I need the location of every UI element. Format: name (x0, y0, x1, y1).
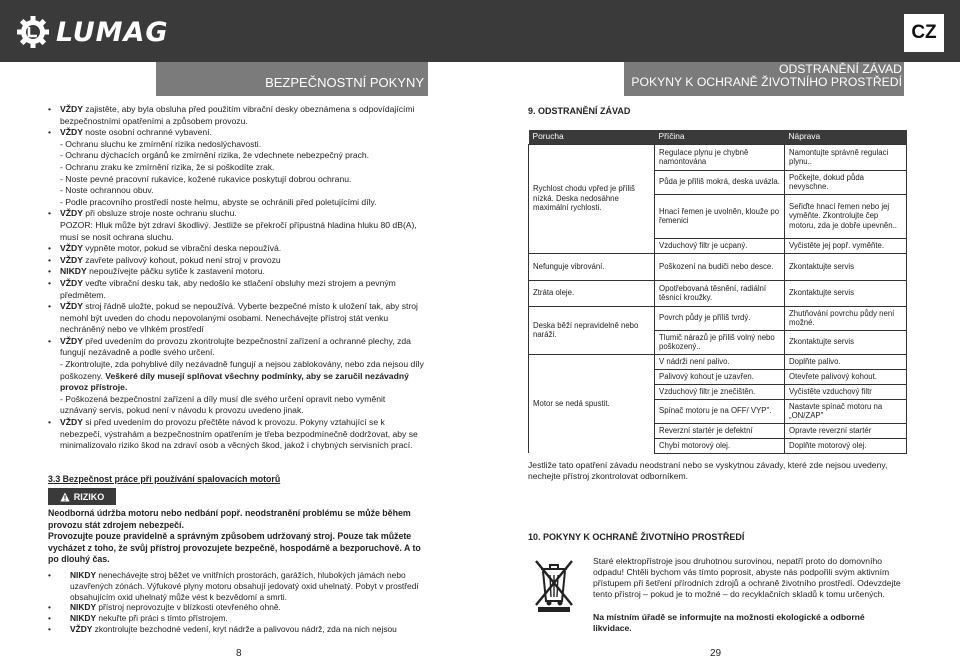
list-item: - Zkontrolujte, zda pohyblivé díly nezávadně fungují a nejsou zablokovány, nebo zda nejsou díly poškozeny. Veškeré díly musejí splňovat všechny podmínky, aby se zaručil nezávadný provoz přístroje. (60, 359, 424, 393)
environment-note: Na místním úřadě se informujte na možnosti ekologické a odborné likvidace. (593, 612, 865, 633)
cause-cell: Opotřebovaná těsnění, radiální těsnicí kroužky. (655, 280, 785, 306)
remedy-cell: Zkontaktujte servis (785, 280, 907, 306)
list-item: - Ochranu sluchu ke zmírnění rizika nedoslýchavosti. (60, 138, 262, 149)
risk-paragraph: Provozujte pouze pravidelně a správným způsobem udržovaný stroj. Pouze tak můžete vycházet z toho, že svůj přístroj provozujete bezpečně, hospodárně a bezporuchově. A to po dlouhý čas. (48, 531, 421, 564)
remedy-cell: Otevřete palivový kohout. (785, 369, 907, 384)
table-row (529, 280, 907, 306)
table-row (529, 306, 907, 330)
page-number-right: 29 (710, 648, 722, 658)
table-row (529, 144, 907, 170)
list-item: • NIKDY přístroj neprovozujte v blízkosti otevřeného ohně. (48, 602, 432, 613)
remedy-cell: Vyčistěte vzduchový filtr (785, 384, 907, 399)
cause-cell: Regulace plynu je chybně namontována (655, 144, 785, 170)
header-right-line2: POKYNY K OCHRANĚ ŽIVOTNÍHO PROSTŘEDÍ (631, 75, 902, 89)
table-row (529, 354, 907, 369)
list-item: • VŽDY zavřete palivový kohout, pokud není stroj v provozu (48, 255, 424, 267)
list-item: • NIKDY nepoužívejte páčku sytiče k zastavení motoru. (48, 266, 424, 278)
remedy-cell: Namontujte správně regulaci plynu.. (785, 144, 907, 170)
fault-cell: Deska běží nepravidelně nebo naráží. (529, 306, 655, 354)
warning-icon (60, 492, 70, 502)
brand-logo (16, 12, 169, 52)
list-item: • VŽDY při obsluze stroje noste ochranu sluchu. (48, 208, 424, 220)
fault-cell: Nefunguje vibrování. (529, 253, 655, 280)
remedy-cell: Počkejte, dokud půda nevyschne. (785, 170, 907, 194)
cause-cell: Hnací řemen je uvolněn, klouže po řemenici (655, 194, 785, 238)
list-item: • VŽDY veďte vibrační desku tak, aby nedošlo ke stlačení obsluhy mezi strojem a pevným předmětem. (48, 278, 424, 301)
top-bar (0, 0, 960, 62)
cause-cell: Reverzní startér je defektní (655, 423, 785, 438)
remedy-cell: Seřiďte hnací řemen nebo jej vyměňte. Zkontrolujte čep motoru, zda je dobře upevněn.. (785, 194, 907, 238)
section-heading-9: 9. ODSTRANĚNÍ ZÁVAD (528, 106, 631, 116)
cause-cell: Vzduchový filtr je ucpaný. (655, 238, 785, 253)
cause-cell: Spínač motoru je na OFF/ VYP". (655, 399, 785, 423)
remedy-cell: Doplňte motorový olej. (785, 438, 907, 453)
crossed-bin-icon (532, 555, 576, 613)
list-item: • VŽDY zkontrolujte bezchodné vedení, kryt nádrže a palivovou nádrž, zda na nich nejsou (48, 624, 432, 635)
risk-label (48, 488, 116, 505)
list-item: - Ochranu dýchacích orgánů ke zmírnění rizika, že vdechnete nebezpečný prach. (60, 150, 370, 161)
list-item: POZOR: Hluk může být zdraví škodlivý. Jestliže se překročí přípustná hladina hluku 80 dB(A), musí se nosit ochrana sluchu. (60, 219, 417, 242)
cause-cell: Chybí motorový olej. (655, 438, 785, 453)
header-right-line1: ODSTRANĚNÍ ZÁVAD (778, 62, 902, 76)
remedy-cell: Vyčistěte jej popř. vyměňte. (785, 238, 907, 253)
list-item: - Noste ochrannou obuv. (60, 185, 154, 196)
cause-cell: Palivový kohout je uzavřen. (655, 369, 785, 384)
list-item: • VŽDY stroj řádně uložte, pokud se nepoužívá. Vyberte bezpečné místo k uložení tak, aby stroj nemohl být uveden do chodu nepovolanými osobami. Nenechávejte přístroj stát venku nechráněný nebo ve vlhkém prostředí (48, 301, 424, 336)
list-item: • VŽDY noste osobní ochranné vybavení. (48, 127, 424, 139)
risk-text (48, 508, 428, 566)
environment-text: Staré elektropřístroje jsou druhotnou surovinou, nepatří proto do domovního odpadu! Chtěli bychom vás tímto poprosit, abyste nás podpořili svým aktivním přístupem při šetření přírodních zdrojů a ochraně životního prostředí. Odevzdejte tento přístroj – pokud je to možné – do recyklačních skladů k tomu určených. (593, 556, 901, 599)
cause-cell: Tlumič nárazů je příliš volný nebo poškozený.. (655, 330, 785, 354)
cause-cell: Vzduchový filtr je znečištěn. (655, 384, 785, 399)
remedy-cell: Zhutňování povrchu půdy není možné. (785, 306, 907, 330)
remedy-cell: Doplňte palivo. (785, 354, 907, 369)
column-header-remedy: Náprava (785, 130, 907, 144)
gear-logo-icon (16, 15, 50, 49)
language-badge: CZ (904, 14, 944, 52)
remedy-cell: Zkontaktujte servis (785, 253, 907, 280)
list-item: - Noste pevné pracovní rukavice, kožené rukavice poskytují dobrou ochranu. (60, 173, 352, 184)
safety-instructions (48, 104, 424, 452)
header-safety (156, 62, 428, 96)
list-item: - Poškozená bezpečnostní zařízení a díly musí dle svého určení opravit nebo vyměnit uznávaný servis, pokud není v návodu k provozu uvedeno jinak. (60, 393, 386, 416)
cause-cell: V nádrži není palivo. (655, 354, 785, 369)
header-safety-title: BEZPEČNOSTNÍ POKYNY (265, 75, 424, 90)
section-heading-10: 10. POKYNY K OCHRANĚ ŽIVOTNÍHO PROSTŘEDÍ (528, 532, 745, 542)
risk-label-text: RIZIKO (73, 491, 105, 502)
engine-safety-list (48, 570, 432, 635)
list-item: • VŽDY před uvedením do provozu zkontrolujte bezpečnostní zařízení a ochranné plechy, zda fungují nezávadně a podle svého určení. (48, 336, 424, 359)
fault-cell: Ztráta oleje. (529, 280, 655, 306)
remedy-cell: Opravte reverzní startér (785, 423, 907, 438)
section-heading-3-3: 3.3 Bezpečnost práce při používání spalovacích motorů (48, 474, 281, 484)
column-header-cause: Příčina (655, 130, 785, 144)
troubleshooting-table (528, 130, 907, 454)
troubleshooting-note: Jestliže tato opatření závadu neodstraní nebo se vyskytnou závady, které zde nejsou uvedeny, nechejte přístroj zkontrolovat odborníkem. (528, 460, 888, 482)
list-item: - Ochranu zraku ke zmírnění rizika, že si poškodíte zrak. (60, 161, 275, 172)
list-item: • VŽDY vypněte motor, pokud se vibrační deska nepoužívá. (48, 243, 424, 255)
list-item: • VŽDY si před uvedením do provozu přečtěte návod k provozu. Pokyny vztahující se k nebezpečí, výstrahám a bezpečnostním opatřením je třeba bezpodmínečně dodržovat, aby se minimalizovalo riziko škod na zdraví osob a věcných škod, jakož i chybných servisních prací. (48, 417, 424, 452)
cause-cell: Poškození na budiči nebo desce. (655, 253, 785, 280)
header-troubleshooting (624, 62, 904, 96)
remedy-cell: Nastavte spínač motoru na „ON/ZAP" (785, 399, 907, 423)
table-header-row (529, 130, 907, 144)
list-item: • NIKDY nenechávejte stroj běžet ve vnitřních prostorách, garážích, hlubokých jámách nebo uzavřených zónách. Výfukové plyny motoru obsahují jedovatý oxid uhelnatý. Pobyt v prostředí obsahujícím oxid uhelnatý může vést k bezvědomí a smrti. (48, 570, 432, 602)
page-number-left: 8 (236, 648, 242, 658)
list-item: • VŽDY zajistěte, aby byla obsluha před použitím vibrační desky obeznámena s odpovídajícími bezpečnostními opatřeními a způsobem provozu. (48, 104, 424, 127)
remedy-cell: Zkontaktujte servis (785, 330, 907, 354)
list-item: - Podle pracovního prostředí noste helmu, abyste se ochránili před poletujícími díly. (60, 196, 377, 207)
fault-cell: Rychlost chodu vpřed je příliš nízká. Deska nedosáhne maximální rychlosti. (529, 144, 655, 253)
logo-text: LUMAG (56, 16, 169, 48)
column-header-fault: Porucha (529, 130, 655, 144)
fault-cell: Motor se nedá spustit. (529, 354, 655, 453)
table-row (529, 253, 907, 280)
cause-cell: Povrch půdy je příliš tvrdý. (655, 306, 785, 330)
list-item: • NIKDY nekuřte při práci s tímto přístrojem. (48, 613, 432, 624)
cause-cell: Půda je příliš mokrá, deska uvázla. (655, 170, 785, 194)
risk-paragraph: Neodborná údržba motoru nebo nedbání popř. neodstranění problému se může během provozu stát zdrojem nebezpečí. (48, 508, 411, 530)
